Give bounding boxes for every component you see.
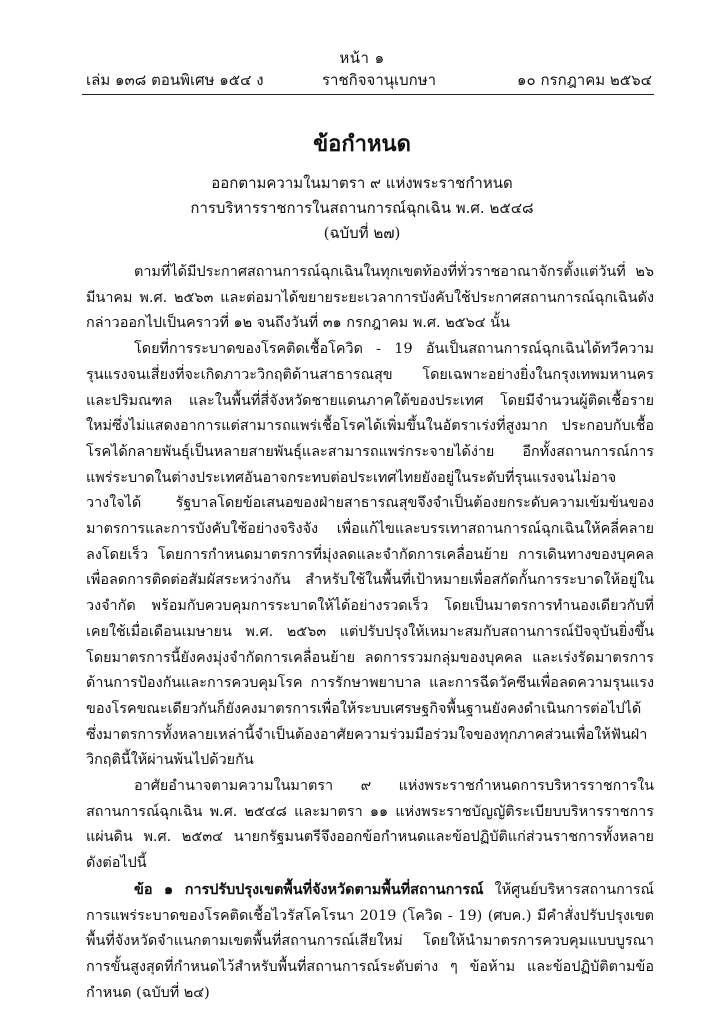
paragraph-rationale: โดยที่การระบาดของโรคติดเชื้อโควิด - 19 อันเป็นสถานการณ์ฉุกเฉินได้ทวีความรุนแรงจนเสี่ยงที่จะเกิดภาวะวิกฤติด้านสาธารณสุข โดยเฉพาะอย่างยิ่งในกรุงเทพมหานครและปริมณฑล และในพื้นที่สี่จังหวัดชายแดนภาคใต้ของประเทศ โดยมีจำนวนผู้ติดเชื้อรายใหม่ซึ่งไม่แสดงอาการแต่สามารถแพร่เชื้อโรคได้เพิ่มขึ้นในอัตราเร่งที่สูงมาก ประกอบกับเชื้อโรคได้กลายพันธุ์เป็นหลายสายพันธุ์และสามารถแพร่กระจายได้ง่าย อีกทั้งสถานการณ์การแพร่ระบาดในต่างประเทศอันอาจกระทบต่อประเทศไทยยังอยู่ในระดับที่รุนแรงจนไม่อาจวางใจได้ รัฐบาลโดยข้อเสนอของฝ่ายสาธารณสุขจึงจำเป็นต้องยกระดับความเข้มข้นของมาตรการและการบังคับใช้อย่างจริงจัง เพื่อแก้ไขและบรรเทาสถานการณ์ฉุกเฉินให้คลี่คลายลงโดยเร็ว โดยการกำหนดมาตรการที่มุ่งลดและจำกัดการเคลื่อนย้าย การเดินทางของบุคคลเพื่อลดการติดต่อสัมผัสระหว่างกัน สำหรับใช้ในพื้นที่เป้าหมายเพื่อสกัดกั้นการระบาดให้อยู่ในวงจำกัด พร้อมกับควบคุมการระบาดให้ได้อย่างรวดเร็ว โดยเป็นมาตรการทำนองเดียวกับที่เคยใช้เมื่อเดือนเมษายน พ.ศ. ๒๕๖๓ แต่ปรับปรุงให้เหมาะสมกับสถานการณ์ปัจจุบันยิ่งขึ้น โดยมาตรการนี้ยังคงมุ่งจำกัดการเคลื่อนย้าย ลดการรวมกลุ่มของบุคคล และเร่งรัดมาตรการด้านการป้องกันและการควบคุมโรค การรักษาพยาบาล และการฉีดวัคซีนเพื่อลดความรุนแรงของโรคขณะเดียวกันก็ยังคงมาตรการเพื่อให้ระบบเศรษฐกิจพื้นฐานยังคงดำเนินการต่อไปได้ ซึ่งมาตรการทั้งหลายเหล่านี้จำเป็นต้องอาศัยความร่วมมือร่วมใจของทุกภาคส่วนเพื่อให้ฟันฝ่าวิกฤตินี้ให้ผ่านพ้นไปด้วยกัน [86, 341, 654, 769]
clause-1-text: ให้ศูนย์บริหารสถานการณ์การแพร่ระบาดของโรคติดเชื้อไวรัสโคโรนา 2019 (โควิด - 19) (ศบค.) มีคำสั่งปรับปรุงเขตพื้นที่จังหวัดจำแนกตามเขตพื้นที่สถานการณ์เสียใหม่ โดยให้นำมาตรการควบคุมแบบบูรณาการขั้นสูงสุดที่กำหนดไว้สำหรับพื้นที่สถานการณ์ระดับต่าง ๆ ข้อห้าม และข้อปฏิบัติตามข้อกำหนด (ฉบับที่ ๒๔) [86, 881, 654, 1001]
paragraph-authority: อาศัยอำนาจตามความในมาตรา ๙ แห่งพระราชกำหนดการบริหารราชการในสถานการณ์ฉุกเฉิน พ.ศ. ๒๕๔๘ และมาตรา ๑๑ แห่งพระราชบัญญัติระเบียบบริหารราชการแผ่นดิน พ.ศ. ๒๕๓๔ นายกรัฐมนตรีจึงออกข้อกำหนดและข้อปฏิบัติแก่ส่วนราชการทั้งหลาย ดังต่อไปนี้ [86, 778, 654, 872]
clause-1 [86, 877, 654, 1007]
publication-date: ๑๐ กรกฎาคม ๒๕๖๔ [517, 71, 652, 89]
publication-name: ราชกิจจานุเบกษา [322, 71, 437, 89]
subtitle-line-1: ออกตามความในมาตรา ๙ แห่งพระราชกำหนด [211, 174, 513, 192]
document-body [86, 260, 654, 1006]
gazette-header [86, 68, 652, 90]
header-divider [82, 94, 654, 95]
clause-1-heading: ข้อ ๑ การปรับปรุงเขตพื้นที่จังหวัดตามพื้นที่สถานการณ์ [134, 880, 484, 898]
subtitle-line-3: (ฉบับที่ ๒๗) [323, 224, 401, 242]
paragraph-declaration: ตามที่ได้มีประกาศสถานการณ์ฉุกเฉินในทุกเขตท้องที่ทั่วราชอาณาจักรตั้งแต่วันที่ ๒๖ มีนาคม พ.ศ. ๒๕๖๓ และต่อมาได้ขยายระยะเวลาการบังคับใช้ประกาศสถานการณ์ฉุกเฉินดังกล่าวออกไปเป็นคราวที่ ๑๒ จนถึงวันที่ ๓๑ กรกฎาคม พ.ศ. ๒๕๖๔ นั้น [86, 264, 654, 332]
subtitle-line-2: การบริหารราชการในสถานการณ์ฉุกเฉิน พ.ศ. ๒๕๔๘ [190, 199, 534, 217]
volume-issue: เล่ม ๑๓๘ ตอนพิเศษ ๑๕๔ ง [86, 71, 264, 89]
page-number: หน้า ๑ [339, 49, 385, 67]
document-title: ข้อกำหนด [313, 131, 411, 157]
